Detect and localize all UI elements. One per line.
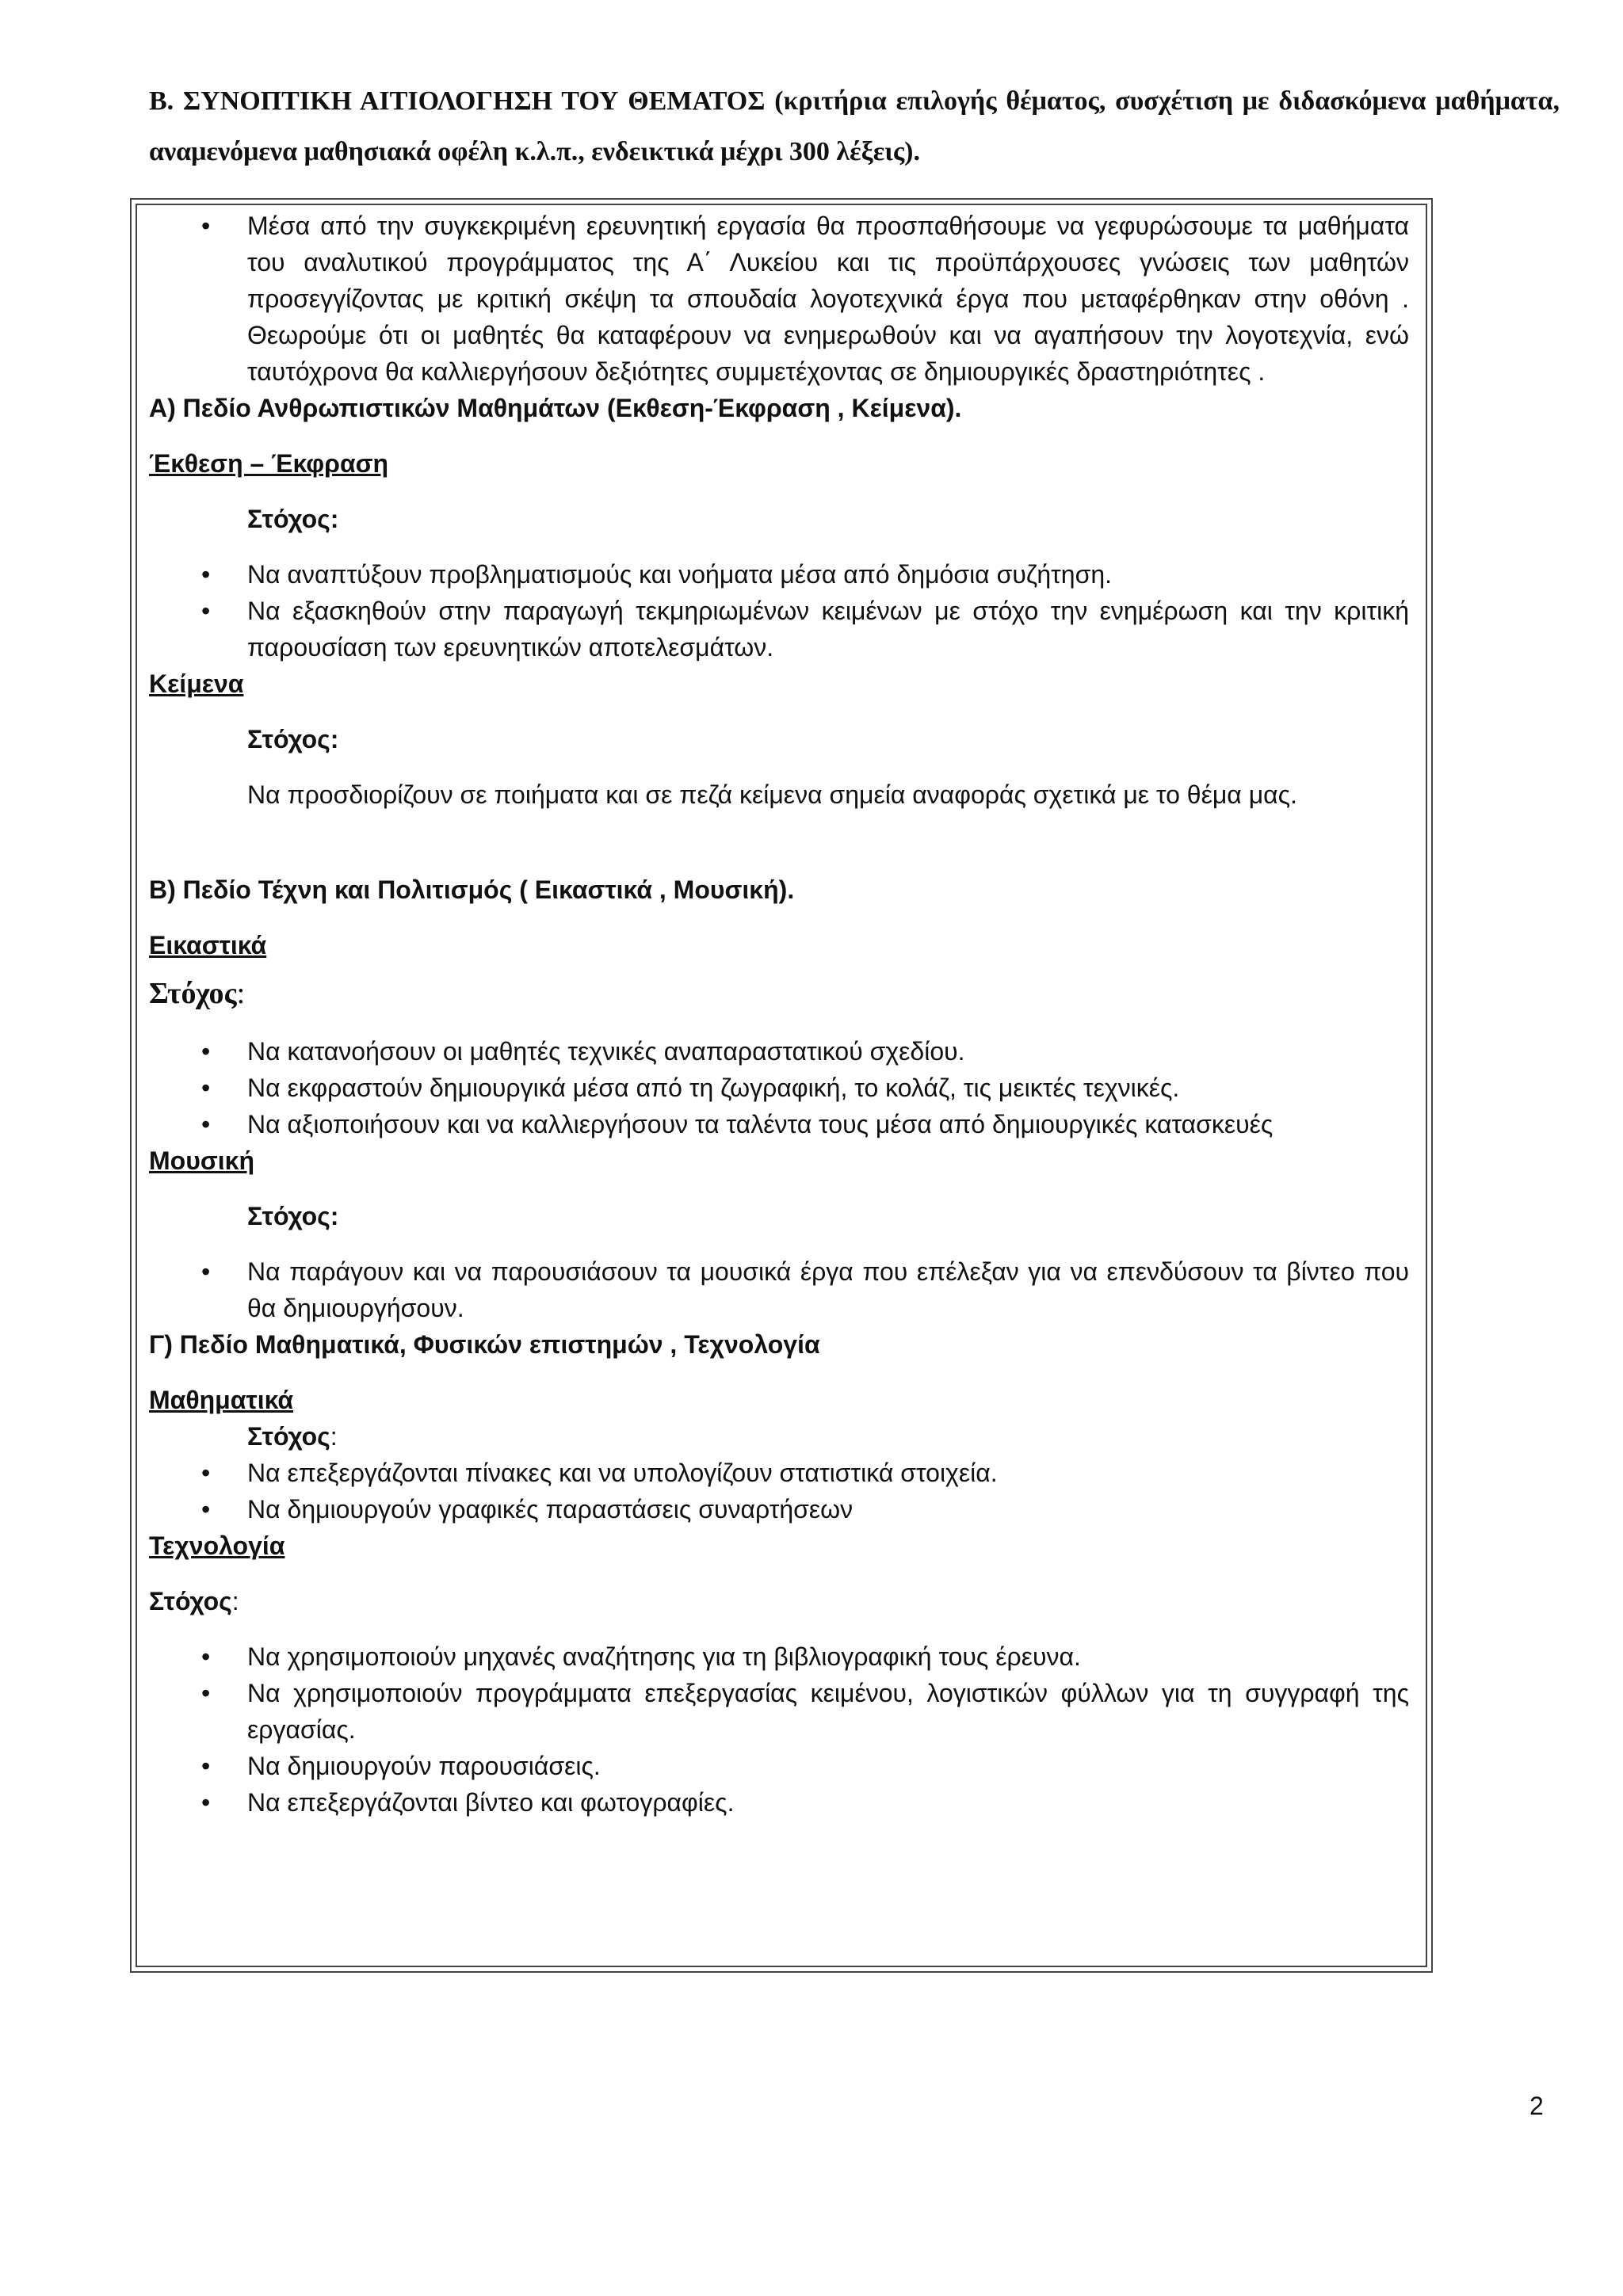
bullet-icon: • (201, 1679, 211, 1707)
list-item (149, 1748, 1409, 1784)
list-item (149, 1455, 1409, 1491)
goal-word: Στόχος (149, 977, 237, 1010)
goal-colon: : (236, 977, 246, 1010)
eikastika-goal-list (149, 1033, 1409, 1142)
bullet-icon: • (201, 1074, 211, 1102)
document-body (149, 208, 1409, 1821)
bullet-icon: • (201, 1037, 211, 1066)
bullet-icon: • (201, 1642, 211, 1671)
list-item-text: Να αξιοποιήσουν και να καλλιεργήσουν τα ταλέντα τους μέσα από δημιουργικές κατασκευές (247, 1110, 1274, 1138)
technologia-goal-label (149, 1583, 1409, 1619)
list-item-text: Να κατανοήσουν οι μαθητές τεχνικές αναπαραστατικού σχεδίου. (247, 1037, 965, 1066)
list-item (149, 208, 1409, 390)
eikastika-title: Εικαστικά (149, 931, 267, 959)
bullet-icon: • (201, 212, 211, 240)
list-item-text: Να δημιουργούν γραφικές παραστάσεις συναρτήσεων (247, 1495, 854, 1524)
ekthesi-title: Έκθεση – Έκφραση (149, 449, 389, 478)
bullet-icon: • (201, 1110, 211, 1138)
list-item (149, 1638, 1409, 1675)
list-item (149, 1675, 1409, 1748)
goal-word: Στόχος (149, 1587, 232, 1615)
intro-text: Μέσα από την συγκεκριμένη ερευνητική εργασία θα προσπαθήσουμε να γεφυρώσουμε τα μαθήματα του αναλυτικού προγράμματος της Α΄ Λυκείου και τις προϋπάρχουσες γνώσεις των μαθητών προσεγγίζοντας με κριτική σκέψη τα σπουδαία λογοτεχνικά έργα που μεταφέρθηκαν στην οθόνη . Θεωρούμε ότι οι μαθητές θα καταφέρουν να ενημερωθούν και να αγαπήσουν την λογοτεχνία, ενώ ταυτόχρονα θα καλλιεργήσουν δεξιότητες συμμετέχοντας σε δημιουργικές δραστηριότητες . (247, 212, 1409, 386)
eikastika-goal-label (149, 973, 1409, 1014)
list-item-text: Να εκφραστούν δημιουργικά μέσα από τη ζωγραφική, το κολάζ, τις μεικτές τεχνικές. (247, 1074, 1180, 1102)
list-item (149, 556, 1409, 593)
field-b-title: Β) Πεδίο Τέχνη και Πολιτισμός ( Εικαστικά , Μουσική). (149, 875, 795, 904)
bullet-icon: • (201, 1257, 211, 1286)
list-item (149, 593, 1409, 666)
bullet-icon: • (201, 1788, 211, 1817)
list-item (149, 1491, 1409, 1527)
mathimatika-goal-list (149, 1455, 1409, 1527)
goal-colon: : (231, 1587, 239, 1615)
list-item-text: Να δημιουργούν παρουσιάσεις. (247, 1752, 601, 1780)
mathimatika-goal-label (149, 1418, 1409, 1455)
list-item-text: Να επεξεργάζονται πίνακες και να υπολογίζουν στατιστικά στοιχεία. (247, 1459, 998, 1487)
ekthesi-goal-list (149, 556, 1409, 666)
page-number: 2 (1529, 2092, 1544, 2120)
mousiki-title: Μουσική (149, 1146, 254, 1175)
list-item-text: Να επεξεργάζονται βίντεο και φωτογραφίες. (247, 1788, 735, 1817)
technologia-title: Τεχνολογία (149, 1531, 285, 1560)
list-item-text: Να χρησιμοποιούν προγράμματα επεξεργασίας κειμένου, λογιστικών φύλλων για τη συγγραφή της εργασίας. (247, 1679, 1409, 1744)
ekthesi-goal-label: Στόχος: (247, 505, 339, 533)
list-item-text: Να χρησιμοποιούν μηχανές αναζήτησης για τη βιβλιογραφική τους έρευνα. (247, 1642, 1081, 1671)
bullet-icon: • (201, 1495, 211, 1524)
goal-word: Στόχος (247, 1422, 330, 1451)
mousiki-goal-list (149, 1253, 1409, 1326)
field-a-title: Α) Πεδίο Ανθρωπιστικών Μαθημάτων (Εκθεση-Έκφραση , Κείμενα). (149, 394, 962, 422)
field-c-title: Γ) Πεδίο Μαθηματικά, Φυσικών επιστημών , Τεχνολογία (149, 1330, 820, 1359)
goal-colon: : (330, 1422, 338, 1451)
intro-list (149, 208, 1409, 390)
list-item (149, 1106, 1409, 1142)
bullet-icon: • (201, 560, 211, 589)
section-heading: Β. ΣΥΝΟΠΤΙΚΗ ΑΙΤΙΟΛΟΓΗΣΗ ΤΟΥ ΘΕΜΑΤΟΣ (κριτήρια επιλογής θέματος, συσχέτιση με διδασκόμενα μαθήματα, αναμενόμενα μαθησιακά οφέλη κ.λ.π., ενδεικτικά μέχρι 300 λέξεις). (149, 86, 1560, 166)
keimena-title: Κείμενα (149, 669, 244, 698)
list-item-text: Να αναπτύξουν προβληματισμούς και νοήματα μέσα από δημόσια συζήτηση. (247, 560, 1113, 589)
mathimatika-title: Μαθηματικά (149, 1386, 294, 1414)
keimena-goal-text: Να προσδιορίζουν σε ποιήματα και σε πεζά κείμενα σημεία αναφοράς σχετικά με το θέμα μας. (247, 780, 1297, 809)
bullet-icon: • (201, 1459, 211, 1487)
list-item (149, 1253, 1409, 1326)
list-item (149, 1784, 1409, 1821)
list-item-text: Να εξασκηθούν στην παραγωγή τεκμηριωμένων κειμένων με στόχο την ενημέρωση και την κριτική παρουσίαση των ερευνητικών αποτελεσμάτων. (247, 597, 1409, 662)
technologia-goal-list (149, 1638, 1409, 1821)
keimena-goal-label: Στόχος: (247, 725, 339, 753)
mousiki-goal-label: Στόχος: (247, 1202, 339, 1230)
list-item (149, 1033, 1409, 1070)
bullet-icon: • (201, 1752, 211, 1780)
list-item-text: Να παράγουν και να παρουσιάσουν τα μουσικά έργα που επέλεξαν για να επενδύσουν τα βίντεο που θα δημιουργήσουν. (247, 1257, 1409, 1322)
bullet-icon: • (201, 597, 211, 625)
list-item (149, 1070, 1409, 1106)
